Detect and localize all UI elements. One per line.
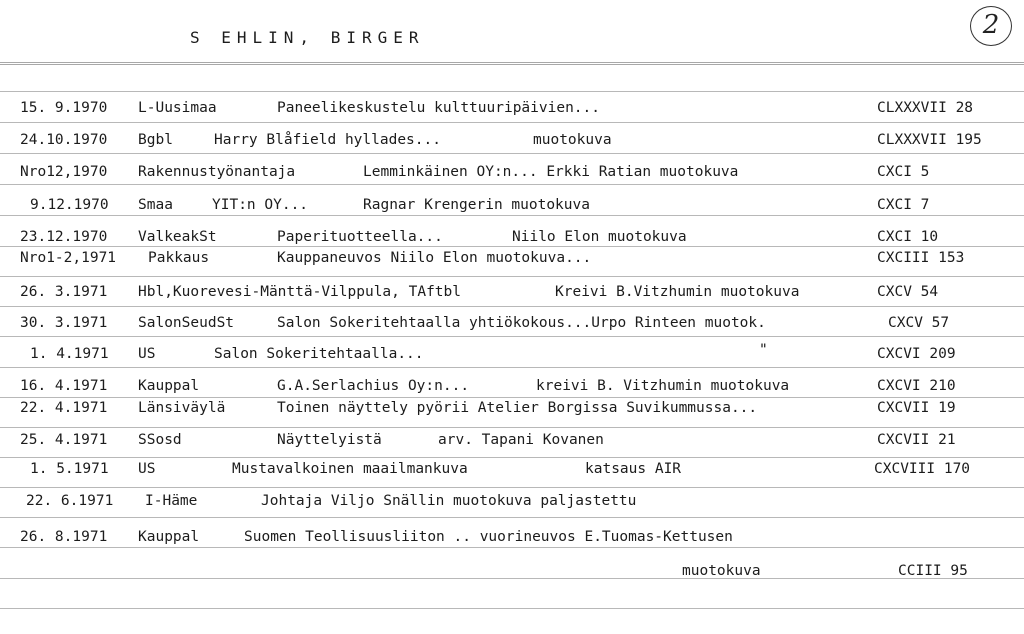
entry-extra: Ragnar Krengerin muotokuva bbox=[363, 197, 590, 213]
entry-source: Kauppal bbox=[138, 378, 200, 394]
entry-source: SalonSeudSt bbox=[138, 315, 235, 331]
entry-source: US bbox=[138, 346, 156, 362]
entry-extra: arv. Tapani Kovanen bbox=[438, 432, 604, 448]
entry-headline: G.A.Serlachius Oy:n... bbox=[277, 378, 470, 394]
entry-source: ValkeakSt bbox=[138, 229, 217, 245]
ruled-line bbox=[0, 427, 1024, 428]
entry-source: Hbl,Kuorevesi-Mänttä-Vilppula, TAftbl bbox=[138, 284, 462, 300]
ditto-mark: " bbox=[759, 342, 768, 358]
ruled-line bbox=[0, 487, 1024, 488]
ruled-line bbox=[0, 122, 1024, 123]
entry-headline: Suomen Teollisuusliiton .. vuorineuvos E.Tuomas-Kettusen bbox=[244, 529, 733, 545]
entry-source: Bgbl bbox=[138, 132, 173, 148]
ruled-line bbox=[0, 276, 1024, 277]
entry-source: Smaa bbox=[138, 197, 173, 213]
entry-date: 1. 4.1971 bbox=[30, 346, 109, 362]
entry-ref: CXCIII 153 bbox=[877, 250, 965, 266]
entry-headline: Paneelikeskustelu kulttuuripäivien... bbox=[277, 100, 601, 116]
entry-date: 26. 8.1971 bbox=[20, 529, 108, 545]
entry-ref: CXCVI 210 bbox=[877, 378, 956, 394]
entry-headline: Lemminkäinen OY:n... Erkki Ratian muotokuva bbox=[363, 164, 739, 180]
entry-extra: kreivi B. Vitzhumin muotokuva bbox=[536, 378, 790, 394]
entry-source: SSosd bbox=[138, 432, 182, 448]
entry-extra: muotokuva bbox=[533, 132, 612, 148]
entry-extra: katsaus AIR bbox=[585, 461, 682, 477]
entry-date: 22. 4.1971 bbox=[20, 400, 108, 416]
entry-source: Kauppal bbox=[138, 529, 200, 545]
entry-ref: CXCVI 209 bbox=[877, 346, 956, 362]
entry-headline: Kauppaneuvos Niilo Elon muotokuva... bbox=[277, 250, 592, 266]
entry-ref: CXCVII 19 bbox=[877, 400, 956, 416]
entry-source: Pakkaus bbox=[148, 250, 210, 266]
entry-headline: Paperituotteella... bbox=[277, 229, 443, 245]
entry-ref: CLXXXVII 195 bbox=[877, 132, 982, 148]
entry-continuation: muotokuva bbox=[682, 563, 761, 579]
ruled-line bbox=[0, 517, 1024, 518]
entry-headline: Kreivi B.Vitzhumin muotokuva bbox=[555, 284, 800, 300]
entry-ref: CXCVIII 170 bbox=[874, 461, 971, 477]
ruled-line bbox=[0, 215, 1024, 216]
entry-ref: CXCV 54 bbox=[877, 284, 939, 300]
entry-date: 9.12.1970 bbox=[30, 197, 109, 213]
entry-headline: Harry Blåfield hyllades... bbox=[214, 132, 441, 148]
entry-date: Nro1-2,1971 bbox=[20, 250, 117, 266]
entry-ref: CLXXXVII 28 bbox=[877, 100, 974, 116]
entry-headline: Näyttelyistä bbox=[277, 432, 382, 448]
entry-date: 30. 3.1971 bbox=[20, 315, 108, 331]
entry-ref: CXCVII 21 bbox=[877, 432, 956, 448]
entry-date: 23.12.1970 bbox=[20, 229, 108, 245]
entry-headline: Johtaja Viljo Snällin muotokuva paljastettu bbox=[261, 493, 637, 509]
ruled-line bbox=[0, 336, 1024, 337]
entry-date: 24.10.1970 bbox=[20, 132, 108, 148]
ruled-line bbox=[0, 578, 1024, 579]
entry-source: Rakennustyönantaja bbox=[138, 164, 296, 180]
entry-source: US bbox=[138, 461, 156, 477]
entry-ref: CXCI 10 bbox=[877, 229, 939, 245]
entry-date: Nro12,1970 bbox=[20, 164, 108, 180]
entry-source: I-Häme bbox=[145, 493, 198, 509]
entry-ref: CCIII 95 bbox=[898, 563, 968, 579]
entry-date: 1. 5.1971 bbox=[30, 461, 109, 477]
ruled-line bbox=[0, 184, 1024, 185]
header-rule bbox=[0, 62, 1024, 65]
entry-date: 16. 4.1971 bbox=[20, 378, 108, 394]
ruled-line bbox=[0, 367, 1024, 368]
entry-headline: Toinen näyttely pyörii Atelier Borgissa Suvikummussa... bbox=[277, 400, 758, 416]
entry-ref: CXCI 5 bbox=[877, 164, 930, 180]
entry-date: 22. 6.1971 bbox=[26, 493, 114, 509]
entry-headline: Salon Sokeritehtaalla yhtiökokous...Urpo Rinteen muotok. bbox=[277, 315, 766, 331]
ruled-line bbox=[0, 246, 1024, 247]
page-number: 2 bbox=[970, 6, 1012, 46]
ruled-line bbox=[0, 457, 1024, 458]
ruled-line bbox=[0, 608, 1024, 609]
ruled-line bbox=[0, 306, 1024, 307]
entry-source: Länsiväylä bbox=[138, 400, 226, 416]
ruled-line bbox=[0, 91, 1024, 92]
entry-headline: Salon Sokeritehtaalla... bbox=[214, 346, 424, 362]
ruled-line bbox=[0, 153, 1024, 154]
entry-ref: CXCV 57 bbox=[888, 315, 950, 331]
card-title: S EHLIN, BIRGER bbox=[190, 28, 425, 47]
entry-date: 15. 9.1970 bbox=[20, 100, 108, 116]
entry-headline: Mustavalkoinen maailmankuva bbox=[232, 461, 468, 477]
ruled-line bbox=[0, 397, 1024, 398]
ruled-line bbox=[0, 547, 1024, 548]
entry-date: 25. 4.1971 bbox=[20, 432, 108, 448]
entry-date: 26. 3.1971 bbox=[20, 284, 108, 300]
entry-source: L-Uusimaa bbox=[138, 100, 217, 116]
entry-headline: YIT:n OY... bbox=[212, 197, 309, 213]
entry-extra: Niilo Elon muotokuva bbox=[512, 229, 687, 245]
entry-ref: CXCI 7 bbox=[877, 197, 930, 213]
